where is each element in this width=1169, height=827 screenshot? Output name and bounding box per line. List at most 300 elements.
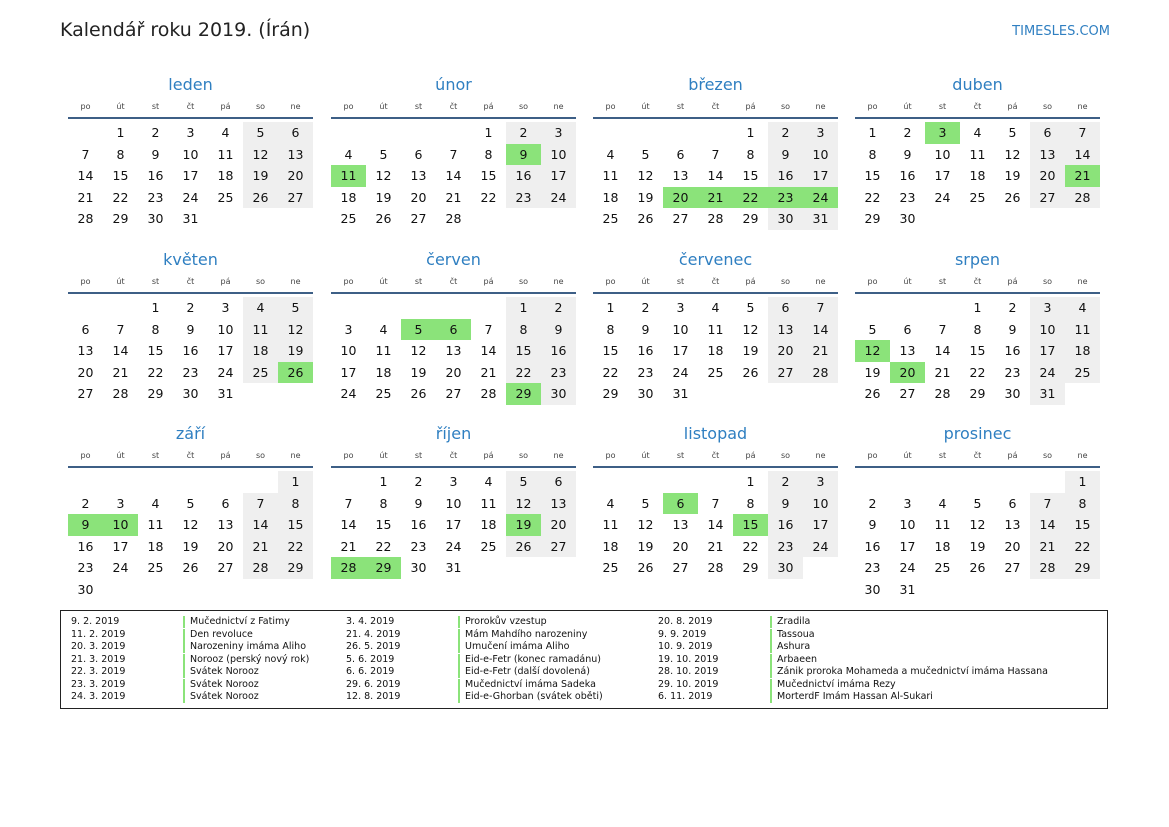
day-cell: 15 [147,343,164,359]
day-cell: 24 [445,538,462,554]
day-cell: 16 [899,168,916,184]
weekday-label: pá [1007,277,1018,286]
month-name: červen [426,250,481,269]
day-cell: 8 [606,321,615,337]
weekday-header [68,99,313,115]
weekday-label: út [903,451,912,460]
day-cell: 8 [278,493,313,515]
day-cell: 27 [410,211,427,227]
holiday-date: 29. 6. 2019 [346,678,401,690]
day-cell: 27 [445,386,462,402]
day-cell: 7 [116,321,125,337]
holiday-date: 12. 8. 2019 [346,691,401,702]
day-cell: 25 [480,538,497,554]
empty-cell [331,122,366,144]
day-cell: 15 [112,168,129,184]
day-cell: 24 [182,189,199,205]
holiday-date: 22. 3. 2019 [71,666,126,677]
holiday-date: 21. 4. 2019 [346,628,401,640]
weekday-label: so [255,102,266,111]
day-cell: 23 [637,364,654,380]
weekday-label: ne [815,102,826,111]
day-cell: 26 [182,560,199,576]
weekday-label: ne [815,451,826,460]
weekday-label: čt [711,102,720,111]
day-cell: 3 [903,495,912,511]
day-cell: 19 [278,340,313,362]
holiday-day-cell: 15 [733,514,768,536]
header-divider [331,292,576,294]
day-grid [593,471,838,579]
month-září [68,423,313,601]
empty-cell [331,297,366,319]
holiday-legend [60,610,1108,709]
weekday-label: so [1042,451,1053,460]
day-cell: 1 [116,125,125,140]
day-cell: 10 [1030,319,1065,341]
holiday-day-cell: 9 [506,144,541,166]
day-cell: 5 [243,122,278,144]
day-cell: 15 [1065,514,1100,536]
day-cell: 12 [1004,146,1021,162]
day-cell: 19 [864,364,881,380]
empty-cell [890,297,925,319]
day-cell: 3 [186,125,195,140]
weekday-label: st [151,277,160,286]
day-cell: 5 [641,146,650,162]
day-cell: 20 [445,364,462,380]
day-cell: 19 [969,538,986,554]
day-cell: 7 [243,493,278,515]
day-cell: 20 [410,189,427,205]
day-cell: 2 [1008,300,1017,315]
holiday-date: 20. 8. 2019 [658,616,713,627]
day-cell: 13 [77,343,94,359]
weekday-label: ne [290,102,301,111]
month-name: únor [435,75,472,94]
day-cell: 11 [1065,319,1100,341]
day-cell: 19 [182,538,199,554]
day-cell: 16 [637,343,654,359]
day-cell: 13 [768,319,803,341]
day-cell: 27 [768,362,803,384]
day-grid [593,122,838,230]
weekday-label: so [780,277,791,286]
day-cell: 22 [506,362,541,384]
weekday-label: po [343,102,354,111]
day-grid [68,122,313,230]
day-cell: 3 [449,474,458,489]
day-cell: 2 [868,495,877,511]
day-cell: 2 [186,300,195,315]
day-cell: 12 [637,168,654,184]
weekday-label: po [80,277,91,286]
day-cell: 9 [1008,321,1017,337]
day-cell: 9 [186,321,195,337]
weekday-label: po [343,277,354,286]
weekday-label: pá [220,102,231,111]
day-grid [331,471,576,579]
weekday-label: pá [1007,102,1018,111]
holiday-name: Arbaeen [770,654,817,666]
empty-cell [401,297,436,319]
day-cell: 13 [445,343,462,359]
day-cell: 6 [903,321,912,337]
day-cell: 26 [243,187,278,209]
month-name: březen [688,75,743,94]
day-cell: 7 [449,146,458,162]
day-cell: 1 [278,471,313,493]
day-cell: 27 [1004,560,1021,576]
day-cell: 4 [151,495,160,511]
day-cell: 14 [112,343,129,359]
day-cell: 10 [803,144,838,166]
day-cell: 24 [934,189,951,205]
holiday-date: 9. 9. 2019 [658,628,707,640]
day-cell: 15 [375,517,392,533]
empty-cell [1030,471,1065,493]
day-cell: 7 [803,297,838,319]
day-cell: 30 [899,211,916,227]
day-cell: 4 [938,495,947,511]
day-cell: 5 [746,300,755,315]
empty-cell [925,471,960,493]
empty-cell [698,471,733,493]
day-cell: 20 [278,165,313,187]
day-cell: 24 [1030,362,1065,384]
weekday-label: čt [449,451,458,460]
day-cell: 21 [243,536,278,558]
header-divider [855,292,1100,294]
day-cell: 12 [182,517,199,533]
holiday-date: 10. 9. 2019 [658,641,713,652]
day-cell: 19 [1004,168,1021,184]
day-cell: 10 [899,517,916,533]
weekday-label: út [641,277,650,286]
day-cell: 24 [803,536,838,558]
day-cell: 12 [969,517,986,533]
weekday-label: út [116,451,125,460]
day-cell: 12 [243,144,278,166]
day-cell: 25 [707,364,724,380]
day-cell: 2 [768,471,803,493]
empty-cell [103,471,138,493]
day-cell: 2 [151,125,160,140]
empty-cell [103,297,138,319]
weekday-label: čt [711,277,720,286]
weekday-label: po [343,451,354,460]
day-cell: 6 [221,495,230,511]
day-cell: 20 [217,538,234,554]
day-cell: 23 [1004,364,1021,380]
weekday-label: čt [186,277,195,286]
weekday-label: st [938,277,947,286]
weekday-label: so [255,277,266,286]
day-cell: 23 [899,189,916,205]
day-cell: 18 [147,538,164,554]
day-cell: 13 [410,168,427,184]
holiday-name: Mučednictví imáma Sadeka [458,679,596,691]
day-cell: 25 [969,189,986,205]
day-cell: 27 [217,560,234,576]
empty-cell [628,122,663,144]
day-cell: 31 [182,211,199,227]
day-cell: 20 [77,364,94,380]
day-cell: 11 [602,168,619,184]
day-cell: 11 [602,517,619,533]
empty-cell [663,122,698,144]
weekday-label: pá [745,277,756,286]
weekday-label: po [867,277,878,286]
weekday-label: st [414,102,423,111]
month-únor [331,74,576,230]
month-name: leden [168,75,213,94]
weekday-label: čt [973,102,982,111]
header-divider [593,292,838,294]
day-cell: 17 [112,538,129,554]
day-cell: 8 [973,321,982,337]
day-grid [331,122,576,230]
day-cell: 11 [375,343,392,359]
weekday-label: so [1042,102,1053,111]
weekday-label: pá [220,451,231,460]
weekday-label: po [80,451,91,460]
day-cell: 15 [278,514,313,536]
holiday-day-cell: 19 [506,514,541,536]
weekday-header [68,274,313,290]
holiday-date: 6. 6. 2019 [346,666,395,677]
day-grid [593,297,838,405]
month-červenec [593,249,838,405]
day-cell: 14 [803,319,838,341]
day-cell: 24 [340,386,357,402]
weekday-label: st [414,451,423,460]
holiday-day-cell: 24 [803,187,838,209]
weekday-label: st [151,102,160,111]
holiday-name: Ashura [770,641,810,653]
day-cell: 11 [217,146,234,162]
day-cell: 26 [637,560,654,576]
day-cell: 3 [1030,297,1065,319]
day-cell: 6 [1008,495,1017,511]
day-cell: 21 [480,364,497,380]
day-cell: 7 [711,495,720,511]
day-cell: 10 [445,495,462,511]
day-cell: 16 [1004,343,1021,359]
day-cell: 21 [112,364,129,380]
weekday-label: út [903,102,912,111]
weekday-label: út [379,277,388,286]
weekday-label: pá [483,451,494,460]
day-cell: 8 [1065,493,1100,515]
holiday-name: Svátek Norooz [183,666,259,678]
day-cell: 29 [1065,557,1100,579]
holiday-day-cell: 20 [890,362,925,384]
weekday-label: ne [1077,451,1088,460]
day-cell: 10 [541,144,576,166]
day-cell: 18 [375,364,392,380]
day-cell: 18 [480,517,497,533]
day-cell: 12 [410,343,427,359]
holiday-day-cell: 29 [506,383,541,405]
holiday-date: 5. 6. 2019 [346,653,395,665]
day-cell: 14 [1030,514,1065,536]
day-cell: 12 [637,517,654,533]
weekday-label: so [1042,277,1053,286]
day-cell: 29 [147,386,164,402]
day-grid [68,471,313,601]
day-cell: 28 [707,211,724,227]
day-cell: 29 [864,211,881,227]
day-cell: 6 [81,321,90,337]
day-cell: 29 [969,386,986,402]
day-cell: 17 [182,168,199,184]
day-cell: 8 [746,146,755,162]
day-cell: 25 [1065,362,1100,384]
day-cell: 15 [506,340,541,362]
day-cell: 18 [602,189,619,205]
holiday-name: Mučednictví imáma Rezy [770,679,896,691]
header-divider [593,466,838,468]
day-cell: 25 [375,386,392,402]
weekday-label: ne [290,277,301,286]
day-cell: 31 [803,208,838,230]
day-cell: 4 [711,300,720,315]
day-cell: 31 [1030,383,1065,405]
holiday-name: Narozeniny imáma Aliho [183,641,306,653]
day-cell: 9 [903,146,912,162]
day-cell: 24 [217,364,234,380]
day-cell: 24 [672,364,689,380]
day-cell: 1 [379,474,388,489]
day-cell: 21 [340,538,357,554]
site-link[interactable]: TIMESLES.COM [1012,24,1110,39]
day-cell: 5 [973,495,982,511]
day-cell: 28 [243,557,278,579]
day-cell: 22 [742,538,759,554]
day-cell: 20 [1030,165,1065,187]
day-cell: 23 [506,187,541,209]
month-březen [593,74,838,230]
header-divider [68,292,313,294]
day-grid [855,471,1100,601]
day-cell: 14 [707,168,724,184]
day-cell: 28 [1030,557,1065,579]
day-cell: 1 [506,297,541,319]
empty-cell [208,471,243,493]
weekday-label: po [605,102,616,111]
weekday-label: so [780,451,791,460]
holiday-date: 6. 11. 2019 [658,691,713,702]
weekday-label: pá [483,277,494,286]
empty-cell [68,122,103,144]
day-cell: 26 [1004,189,1021,205]
weekday-header [855,99,1100,115]
day-cell: 10 [340,343,357,359]
day-cell: 28 [77,211,94,227]
day-cell: 25 [243,362,278,384]
weekday-label: st [676,451,685,460]
weekday-label: st [938,451,947,460]
day-cell: 19 [410,364,427,380]
day-cell: 5 [868,321,877,337]
day-cell: 2 [81,495,90,511]
day-cell: 2 [641,300,650,315]
day-cell: 27 [672,211,689,227]
day-cell: 19 [243,165,278,187]
weekday-header [855,274,1100,290]
day-cell: 30 [768,208,803,230]
day-cell: 29 [742,560,759,576]
empty-cell [436,122,471,144]
header-divider [855,117,1100,119]
day-cell: 6 [768,297,803,319]
day-cell: 1 [606,300,615,315]
day-cell: 4 [484,474,493,489]
day-cell: 15 [480,168,497,184]
header-divider [331,117,576,119]
empty-cell [436,297,471,319]
day-cell: 30 [410,560,427,576]
day-cell: 4 [344,146,353,162]
day-cell: 17 [803,165,838,187]
holiday-name: Eid-e-Fetr (konec ramadánu) [458,654,601,666]
day-cell: 30 [1004,386,1021,402]
holiday-name: Zánik proroka Mohameda a mučednictví imáma Hassana [770,666,1048,678]
weekday-label: út [903,277,912,286]
holiday-day-cell: 11 [331,165,366,187]
month-name: srpen [954,250,1001,269]
day-cell: 1 [973,300,982,315]
weekday-label: čt [973,277,982,286]
day-cell: 9 [151,146,160,162]
day-cell: 8 [484,146,493,162]
day-cell: 3 [676,300,685,315]
day-cell: 21 [77,189,94,205]
day-cell: 6 [676,146,685,162]
day-cell: 4 [973,125,982,140]
holiday-date: 24. 3. 2019 [71,691,126,702]
holiday-date: 11. 2. 2019 [71,628,126,640]
day-cell: 15 [742,168,759,184]
holiday-day-cell: 9 [68,514,103,536]
day-cell: 6 [541,471,576,493]
day-cell: 30 [864,581,881,597]
header-divider [68,466,313,468]
day-cell: 31 [445,560,462,576]
weekday-label: ne [815,277,826,286]
empty-cell [628,471,663,493]
day-grid [855,297,1100,405]
day-cell: 2 [903,125,912,140]
day-cell: 25 [934,560,951,576]
day-cell: 26 [506,536,541,558]
empty-cell [471,297,506,319]
day-cell: 14 [707,517,724,533]
holiday-name: Svátek Norooz [183,691,259,703]
day-cell: 12 [375,168,392,184]
day-cell: 6 [278,122,313,144]
day-cell: 8 [506,319,541,341]
day-cell: 2 [541,297,576,319]
day-cell: 14 [934,343,951,359]
day-cell: 20 [541,514,576,536]
day-cell: 17 [1030,340,1065,362]
day-cell: 21 [934,364,951,380]
day-cell: 23 [77,560,94,576]
day-cell: 26 [969,560,986,576]
day-cell: 28 [803,362,838,384]
